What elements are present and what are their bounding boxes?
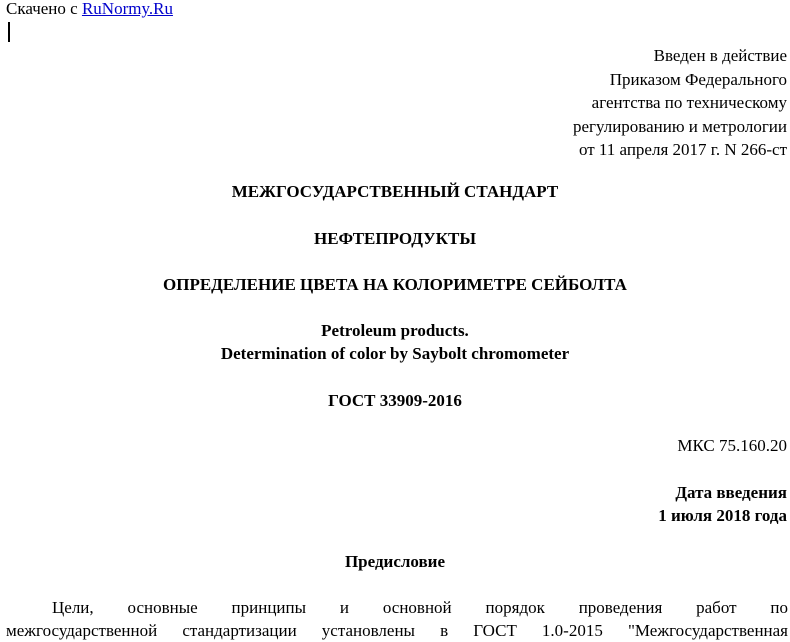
- foreword-line: межгосударственной стандартизации установлены в ГОСТ 1.0-2015 "Межгосударственная: [6, 621, 788, 640]
- effective-date-label: Дата введения: [675, 483, 787, 502]
- standard-category: МЕЖГОСУДАРСТВЕННЫЙ СТАНДАРТ: [231, 182, 559, 201]
- standard-title-ru: ОПРЕДЕЛЕНИЕ ЦВЕТА НА КОЛОРИМЕТРЕ СЕЙБОЛТА: [163, 275, 627, 294]
- enactment-line: Введен в действие: [653, 46, 787, 65]
- enactment-line: Приказом Федерального: [609, 69, 787, 89]
- enactment-line: от 11 апреля 2017 г. N 266-ст: [578, 140, 787, 159]
- text-cursor: [8, 22, 10, 42]
- standard-title-en-line2: Determination of color by Saybolt chromometer: [220, 344, 570, 363]
- enactment-line: регулированию и метрологии: [572, 116, 787, 136]
- source-line: [6, 0, 173, 20]
- foreword-heading: Предисловие: [344, 552, 446, 571]
- source-prefix: Скачено с: [6, 0, 82, 18]
- effective-date-value: 1 июля 2018 года: [658, 506, 787, 525]
- standard-title-en-line1: Petroleum products.: [321, 321, 469, 340]
- enactment-block: [573, 44, 787, 162]
- mks-code: МКС 75.160.20: [677, 436, 787, 455]
- enactment-line: агентства по техническому: [591, 93, 787, 112]
- source-link[interactable]: RuNormy.Ru: [81, 0, 173, 18]
- standard-code: ГОСТ 33909-2016: [328, 391, 462, 410]
- standard-subject: НЕФТЕПРОДУКТЫ: [313, 229, 477, 248]
- foreword-line: Цели, основные принципы и основной порядок проведения работ по: [52, 598, 788, 617]
- foreword-paragraph: [6, 596, 788, 642]
